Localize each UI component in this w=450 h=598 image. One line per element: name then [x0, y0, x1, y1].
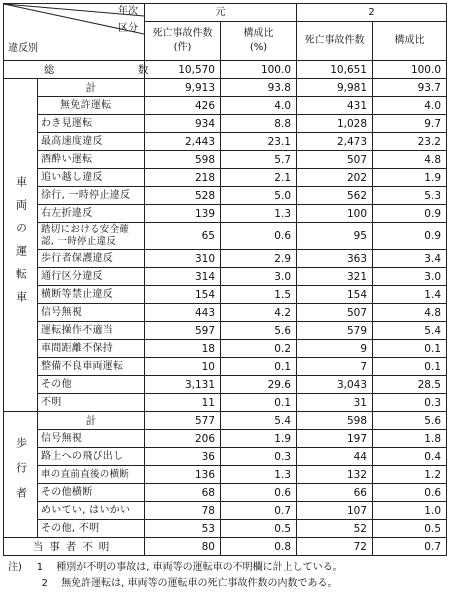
pedestrian-subtotal-r2: 5.6: [373, 412, 447, 430]
row-r1: 1.9: [221, 430, 297, 448]
unknown-r1: 0.8: [221, 538, 297, 556]
footnote-1-text: 種別が不明の事故は, 車両等の運転車の不明欄に計上している。: [56, 562, 343, 573]
unknown-v1: 80: [145, 538, 221, 556]
row-r2: 1.0: [373, 502, 447, 520]
row-r2: 3.0: [373, 268, 447, 286]
row-v2: 507: [297, 151, 373, 169]
row-r1: 4.2: [221, 304, 297, 322]
row-r2: 0.4: [373, 448, 447, 466]
unknown-r2: 0.7: [373, 538, 447, 556]
row-r2: 0.9: [373, 205, 447, 223]
year2-header: 2: [297, 4, 447, 22]
row-v2: 9: [297, 340, 373, 358]
row-v2: 31: [297, 394, 373, 412]
row-v2: 202: [297, 169, 373, 187]
row-r2: 4.8: [373, 304, 447, 322]
row-r2: 0.5: [373, 520, 447, 538]
row-v1: 3,131: [145, 376, 221, 394]
row-label: わき見運転: [38, 115, 145, 133]
table-row: [4, 340, 447, 358]
footnote-prefix: 注): [8, 562, 22, 573]
row-v2: 7: [297, 358, 373, 376]
footnote-2-text: 無免許運転は, 車両等の運転車の死亡事故件数の内数である。: [61, 578, 338, 589]
col-deaths-header: 死亡事故件数 (件): [145, 22, 221, 61]
row-r1: 0.1: [221, 394, 297, 412]
year-label: 年次: [118, 6, 138, 17]
row-r1: 23.1: [221, 133, 297, 151]
row-r2: 1.9: [373, 169, 447, 187]
col-deaths2-header: 死亡事故件数: [297, 22, 373, 61]
row-r2: 5.4: [373, 322, 447, 340]
row-label: 整備不良車両運転: [38, 358, 145, 376]
row-v2: 107: [297, 502, 373, 520]
table-row: [4, 250, 447, 268]
row-label: 信号無視: [38, 304, 145, 322]
row-v1: 11: [145, 394, 221, 412]
unlicensed-r2: 4.0: [373, 97, 447, 115]
row-r1: 8.8: [221, 115, 297, 133]
row-r1: 0.5: [221, 520, 297, 538]
row-label: 信号無視: [38, 430, 145, 448]
row-label: 路上への飛び出し: [38, 448, 145, 466]
footnote-1-number: 1: [36, 562, 44, 573]
row-label: 車の直前直後の横断: [38, 466, 145, 484]
row-v1: 206: [145, 430, 221, 448]
unlicensed-r1: 4.0: [221, 97, 297, 115]
row-v1: 154: [145, 286, 221, 304]
vehicle-group-label: 車両の運転車: [4, 79, 38, 412]
diagonal-header-cell: [4, 4, 145, 61]
pedestrian-group-label: 歩行者: [4, 412, 38, 538]
footnotes: [8, 560, 448, 592]
row-r1: 1.3: [221, 466, 297, 484]
footnote-2-number: 2: [41, 578, 48, 589]
row-r1: 0.2: [221, 340, 297, 358]
row-label: その他: [38, 376, 145, 394]
vehicle-subtotal-v1: 9,913: [145, 79, 221, 97]
row-r2: 4.8: [373, 151, 447, 169]
row-v2: 154: [297, 286, 373, 304]
table-row: [4, 466, 447, 484]
table-row: [4, 205, 447, 223]
row-v1: 528: [145, 187, 221, 205]
total-r2: 100.0: [373, 61, 447, 79]
row-v1: 597: [145, 322, 221, 340]
row-r1: 0.3: [221, 448, 297, 466]
row-label: 最高速度違反: [38, 133, 145, 151]
row-v1: 18: [145, 340, 221, 358]
row-r2: 1.4: [373, 286, 447, 304]
table-row: [4, 520, 447, 538]
table-row: [4, 304, 447, 322]
total-r1: 100.0: [221, 61, 297, 79]
table-row: [4, 115, 447, 133]
unknown-party-label: 当事者不明: [4, 538, 145, 556]
row-v1: 139: [145, 205, 221, 223]
table-row: [4, 286, 447, 304]
row-v2: 100: [297, 205, 373, 223]
row-r2: 9.7: [373, 115, 447, 133]
table-row: [4, 484, 447, 502]
row-r1: 5.6: [221, 322, 297, 340]
total-label: 総 数: [4, 61, 145, 79]
vehicle-subtotal-v2: 9,981: [297, 79, 373, 97]
row-r2: 1.8: [373, 430, 447, 448]
col-ratio2-header: 構成比: [373, 22, 447, 61]
vehicle-subtotal-r2: 93.7: [373, 79, 447, 97]
vehicle-subtotal-r1: 93.8: [221, 79, 297, 97]
unlicensed-v1: 426: [145, 97, 221, 115]
row-v2: 2,473: [297, 133, 373, 151]
row-label: 酒酔い運転: [38, 151, 145, 169]
row-label: 歩行者保護違反: [38, 250, 145, 268]
row-r1: 0.6: [221, 223, 297, 250]
row-v1: 53: [145, 520, 221, 538]
row-r2: 0.1: [373, 340, 447, 358]
row-v1: 136: [145, 466, 221, 484]
row-v1: 443: [145, 304, 221, 322]
row-r1: 0.6: [221, 484, 297, 502]
row-v2: 66: [297, 484, 373, 502]
row-v2: 321: [297, 268, 373, 286]
row-label: 通行区分違反: [38, 268, 145, 286]
header-row-year: [4, 4, 447, 22]
row-label: 右左折違反: [38, 205, 145, 223]
row-v1: 598: [145, 151, 221, 169]
row-label: 車間距離不保持: [38, 340, 145, 358]
row-label: 横断等禁止違反: [38, 286, 145, 304]
row-r2: 0.6: [373, 484, 447, 502]
unlicensed-label: 無免許運転: [38, 97, 145, 115]
unlicensed-v2: 431: [297, 97, 373, 115]
row-v2: 44: [297, 448, 373, 466]
row-r1: 5.0: [221, 187, 297, 205]
row-label: めいてい, はいかい: [38, 502, 145, 520]
total-v2: 10,651: [297, 61, 373, 79]
pedestrian-subtotal-v1: 577: [145, 412, 221, 430]
row-label: その他, 不明: [38, 520, 145, 538]
row-v2: 95: [297, 223, 373, 250]
row-label: 徐行, 一時停止違反: [38, 187, 145, 205]
table-row: [4, 223, 447, 250]
col-ratio-header: 構成比 (%): [221, 22, 297, 61]
table-row: [4, 394, 447, 412]
row-r2: 5.3: [373, 187, 447, 205]
row-r1: 1.3: [221, 205, 297, 223]
table-row: [4, 151, 447, 169]
row-v2: 132: [297, 466, 373, 484]
pedestrian-subtotal-v2: 598: [297, 412, 373, 430]
row-label: 不明: [38, 394, 145, 412]
table-row: [4, 322, 447, 340]
row-v2: 52: [297, 520, 373, 538]
footnote-2: [8, 576, 448, 592]
row-label: 追い越し違反: [38, 169, 145, 187]
row-r2: 23.2: [373, 133, 447, 151]
row-r2: 28.5: [373, 376, 447, 394]
table-row: [4, 169, 447, 187]
row-v1: 10: [145, 358, 221, 376]
table-row: [4, 448, 447, 466]
row-v2: 562: [297, 187, 373, 205]
row-v1: 310: [145, 250, 221, 268]
row-v1: 314: [145, 268, 221, 286]
row-v2: 507: [297, 304, 373, 322]
row-v1: 934: [145, 115, 221, 133]
total-v1: 10,570: [145, 61, 221, 79]
vehicle-subtotal-label: 計: [38, 79, 145, 97]
total-row: [4, 61, 447, 79]
row-r1: 2.9: [221, 250, 297, 268]
row-r2: 3.4: [373, 250, 447, 268]
footnote-1: [8, 560, 448, 576]
row-r2: 0.9: [373, 223, 447, 250]
unlicensed-row: [4, 97, 447, 115]
table-row: [4, 430, 447, 448]
row-v1: 68: [145, 484, 221, 502]
row-r1: 2.1: [221, 169, 297, 187]
row-r2: 0.3: [373, 394, 447, 412]
row-label: 踏切における安全確認, 一時停止違反: [38, 223, 145, 250]
table-row: [4, 376, 447, 394]
unknown-party-row: [4, 538, 447, 556]
violation-label: 違反別: [8, 43, 38, 54]
row-r1: 29.6: [221, 376, 297, 394]
table-row: [4, 358, 447, 376]
pedestrian-subtotal-r1: 5.4: [221, 412, 297, 430]
table-row: [4, 187, 447, 205]
row-r2: 1.2: [373, 466, 447, 484]
fatal-accident-violation-table: [3, 3, 447, 556]
row-r1: 3.0: [221, 268, 297, 286]
year1-header: 元: [145, 4, 297, 22]
row-v2: 579: [297, 322, 373, 340]
row-r1: 0.1: [221, 358, 297, 376]
row-r1: 5.7: [221, 151, 297, 169]
row-v1: 36: [145, 448, 221, 466]
row-v1: 218: [145, 169, 221, 187]
row-r2: 0.1: [373, 358, 447, 376]
row-v2: 197: [297, 430, 373, 448]
row-v2: 1,028: [297, 115, 373, 133]
vehicle-subtotal-row: [4, 79, 447, 97]
row-v2: 363: [297, 250, 373, 268]
row-v1: 78: [145, 502, 221, 520]
category-label: 区分: [118, 23, 138, 34]
row-r1: 1.5: [221, 286, 297, 304]
pedestrian-subtotal-label: 計: [38, 412, 145, 430]
row-label: 運転操作不適当: [38, 322, 145, 340]
pedestrian-subtotal-row: [4, 412, 447, 430]
row-v1: 65: [145, 223, 221, 250]
unknown-v2: 72: [297, 538, 373, 556]
row-r1: 0.7: [221, 502, 297, 520]
table-row: [4, 502, 447, 520]
table-row: [4, 133, 447, 151]
row-v2: 3,043: [297, 376, 373, 394]
row-v1: 2,443: [145, 133, 221, 151]
table-row: [4, 268, 447, 286]
row-label: その他横断: [38, 484, 145, 502]
